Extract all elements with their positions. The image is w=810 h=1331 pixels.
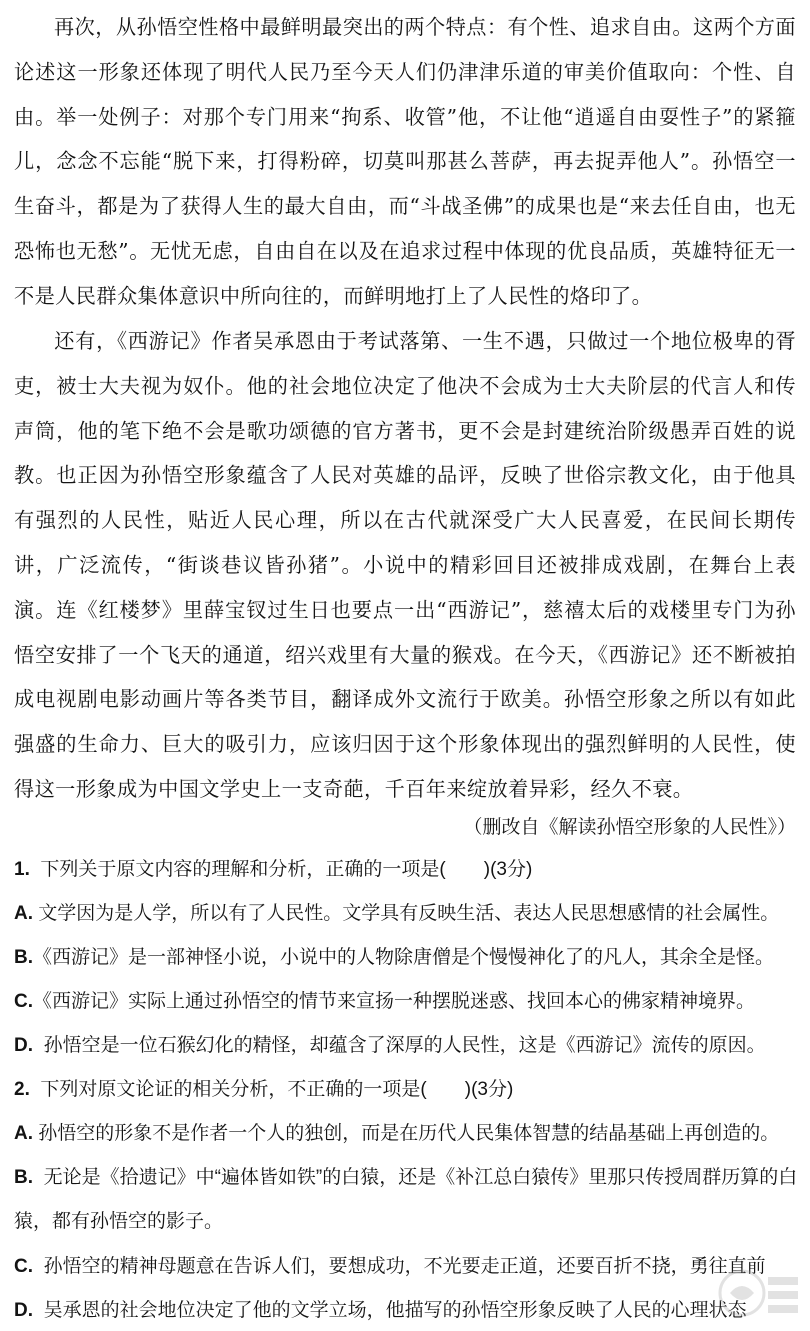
option-letter: C. — [14, 1256, 33, 1277]
option-text: 《西游记》是一部神怪小说，小说中的人物除唐僧是个慢慢神化了的凡人，其余全是怪。 — [33, 947, 775, 968]
question-2-option-d — [14, 1296, 804, 1326]
question-stem-text: 下列对原文论证的相关分析，不正确的一项是( )(3分) — [40, 1079, 514, 1100]
option-text: 孙悟空的精神母题意在告诉人们，要想成功，不光要走正道，还要百折不挠，勇往直前 — [43, 1256, 766, 1277]
option-text: 文学因为是人学，所以有了人民性。文学具有反映生活、表达人民思想感情的社会属性。 — [38, 903, 780, 924]
option-letter: A. — [14, 903, 33, 924]
question-number: 2. — [14, 1079, 30, 1100]
option-text: 孙悟空是一位石猴幻化的精怪，却蕴含了深厚的人民性，这是《西游记》流传的原因。 — [43, 1035, 766, 1056]
option-text: 孙悟空的形象不是作者一个人的独创，而是在历代人民集体智慧的结晶基础上再创造的。 — [38, 1123, 780, 1144]
option-text: 吴承恩的社会地位决定了他的文学立场，他描写的孙悟空形象反映了人民的心理状态 — [43, 1300, 747, 1321]
option-letter: A. — [14, 1123, 33, 1144]
option-text: 无论是《拾遗记》中“遍体皆如铁”的白猿，还是《补江总白猿传》里那只传授周群历算的白猿，都有孙悟空的影子。 — [14, 1167, 798, 1232]
question-2-option-b — [14, 1156, 804, 1244]
question-1-option-c — [14, 987, 804, 1017]
paragraph-2-text: 还有，《西游记》作者吴承恩由于考试落第、一生不遇，只做过一个地位极卑的胥吏，被士大夫视为奴仆。他的社会地位决定了他决不会成为士大夫阶层的代言人和传声筒，他的笔下绝不会是歌功颂德的官方著书，更不会是封建统治阶级愚弄百姓的说教。也正因为孙悟空形象蕴含了人民对英雄的品评，反映了世俗宗教文化，由于他具有强烈的人民性，贴近人民心理，所以在古代就深受广大人民喜爱，在民间长期传讲，广泛流传，“街谈巷议皆孙猪”。小说中的精彩回目还被排成戏剧，在舞台上表演。连《红楼梦》里薛宝钗过生日也要点一出“西游记”，慈禧太后的戏楼里专门为孙悟空安排了一个飞天的通道，绍兴戏里有大量的猴戏。在今天，《西游记》还不断被拍成电视剧电影动画片等各类节目，翻译成外文流行于欧美。孙悟空形象之所以有如此强盛的生命力、巨大的吸引力，应该归因于这个形象体现出的强烈鲜明的人民性，使得这一形象成为中国文学史上一支奇葩，千百年来绽放着异彩，经久不衰。 — [14, 329, 796, 801]
option-letter: C. — [14, 991, 33, 1012]
question-2-option-a — [14, 1119, 804, 1149]
question-1-stem — [14, 855, 804, 885]
option-letter: B. — [14, 947, 33, 968]
watermark-logo-icon — [712, 1265, 804, 1325]
passage-source: （删改自《解读孙悟空形象的人民性》） — [463, 816, 796, 838]
question-stem-text: 下列关于原文内容的理解和分析，正确的一项是( )(3分) — [40, 859, 533, 880]
question-2-option-c — [14, 1252, 804, 1282]
question-1-option-d — [14, 1031, 804, 1061]
paragraph-1-text: 再次，从孙悟空性格中最鲜明最突出的两个特点：有个性、追求自由。这两个方面论述这一形象还体现了明代人民乃至今天人们仍津津乐道的审美价值取向：个性、自由。举一处例子：对那个专门用来“拘系、收管”他，不让他“逍遥自由耍性子”的紧箍儿，念念不忘能“脱下来，打得粉碎，切莫叫那甚么菩萨，再去捉弄他人”。孙悟空一生奋斗，都是为了获得人生的最大自由，而“斗战圣佛”的成果也是“来去任自由，也无恐怖也无愁”。无忧无虑，自由自在以及在追求过程中体现的优良品质，英雄特征无一不是人民群众集体意识中所向往的，而鲜明地打上了人民性的烙印了。 — [14, 15, 796, 308]
passage-paragraph-1 — [14, 5, 796, 319]
option-letter: D. — [14, 1300, 33, 1321]
question-1-option-a — [14, 899, 804, 929]
option-letter: B. — [14, 1167, 33, 1188]
option-letter: D. — [14, 1035, 33, 1056]
passage-paragraph-2 — [14, 319, 796, 812]
option-text: 《西游记》实际上通过孙悟空的情节来宣扬一种摆脱迷惑、找回本心的佛家精神境界。 — [33, 991, 756, 1012]
question-2-stem — [14, 1075, 804, 1105]
question-number: 1. — [14, 859, 30, 880]
question-1-option-b — [14, 943, 804, 973]
